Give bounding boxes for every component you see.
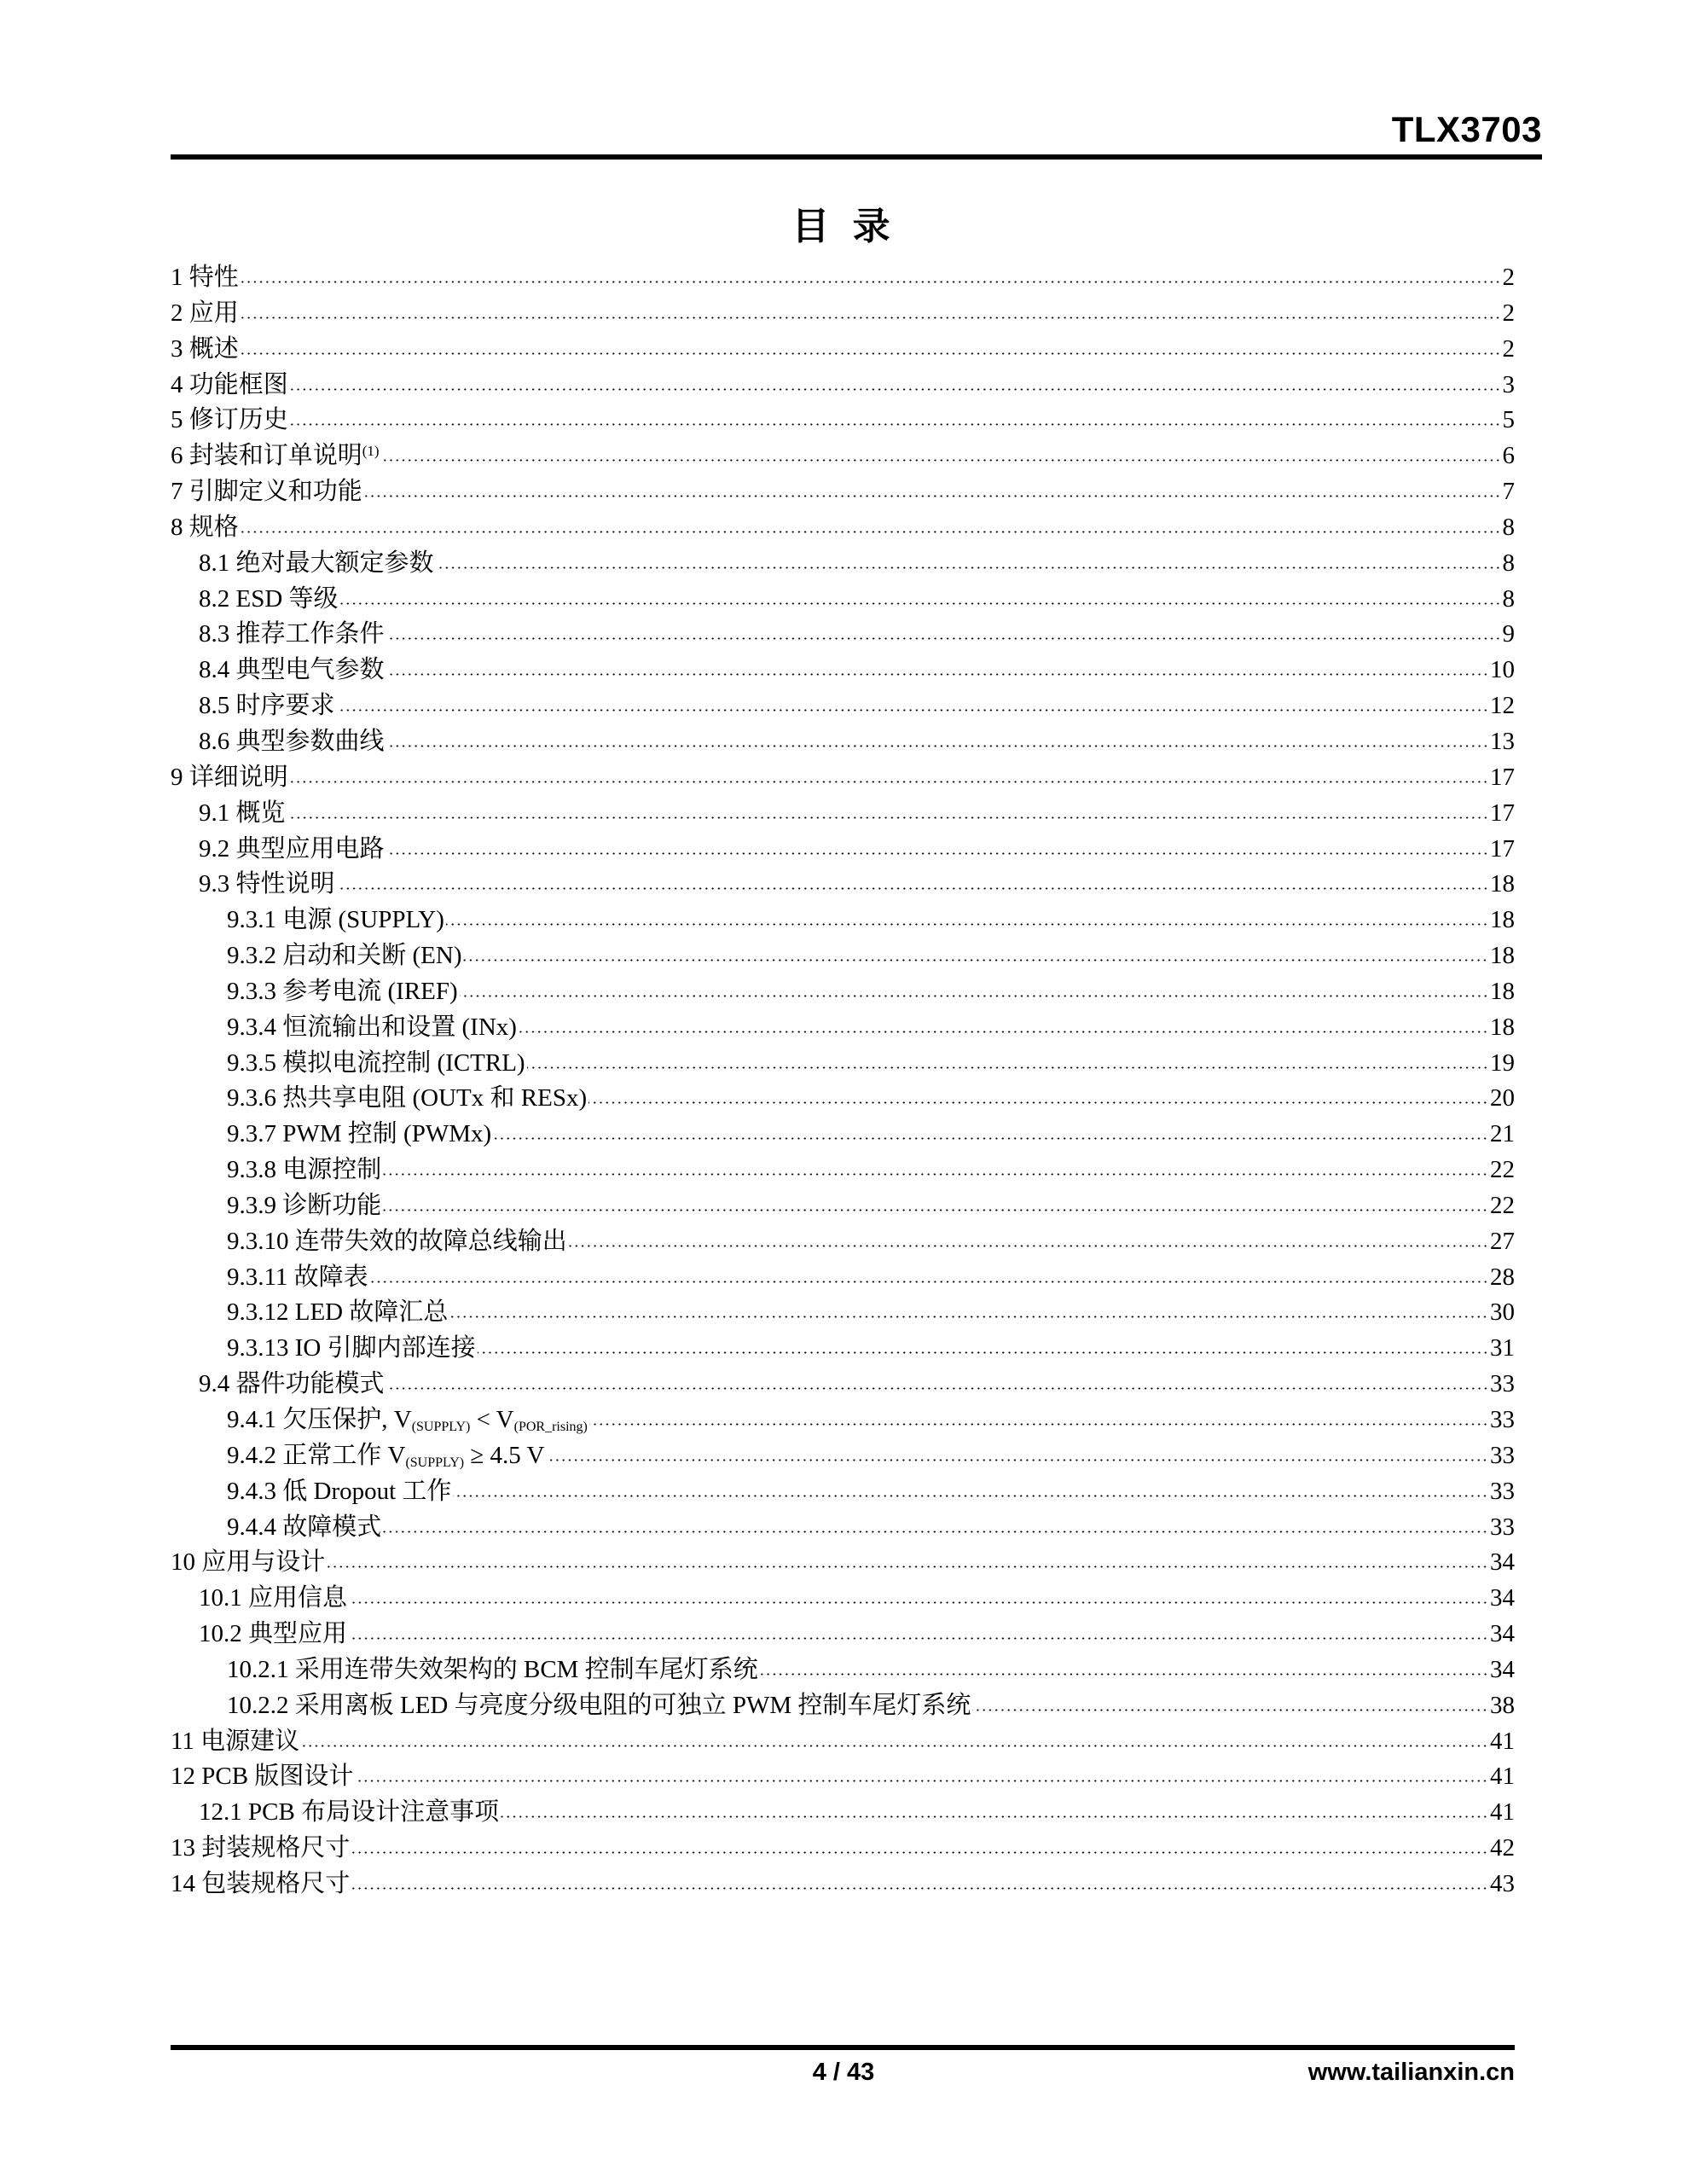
toc-entry[interactable] [171, 368, 1515, 404]
dot-leader [383, 1209, 1488, 1211]
footer-divider [171, 2045, 1515, 2050]
toc-page-number: 28 [1490, 1263, 1515, 1291]
toc-entry[interactable] [171, 617, 1515, 653]
title-text: 3 概述 [171, 334, 239, 363]
dot-leader [351, 1851, 1488, 1854]
toc-entry-title [171, 1867, 350, 1902]
toc-page-number: 33 [1490, 1370, 1515, 1398]
title-text: < V [470, 1406, 514, 1433]
title-text: 9 详细说明 [171, 763, 288, 791]
toc-entry[interactable] [171, 1331, 1515, 1367]
toc-entry-title [227, 903, 444, 938]
dot-leader [349, 1637, 1488, 1640]
title-text: 6 封装和订单说明 [171, 442, 362, 470]
dot-leader [241, 531, 1501, 533]
toc-entry[interactable] [171, 1438, 1515, 1474]
dot-leader [381, 459, 1501, 462]
dot-leader [290, 423, 1501, 426]
toc-entry-title [171, 439, 380, 474]
title-text: 9.3 特性说明 [199, 870, 335, 898]
toc-entry-title [199, 1617, 347, 1653]
toc-page-number: 30 [1490, 1298, 1515, 1327]
toc-entry-title [199, 1795, 499, 1831]
toc-page-number: 33 [1490, 1441, 1515, 1469]
dot-leader [493, 1137, 1488, 1140]
title-text: 10 应用与设计 [171, 1548, 326, 1577]
dot-leader [337, 709, 1488, 712]
toc-entry[interactable] [171, 1831, 1515, 1867]
toc-entry-title [227, 1010, 517, 1046]
dot-leader [460, 995, 1488, 997]
toc-entry-title [199, 1581, 347, 1617]
toc-page-number: 33 [1490, 1477, 1515, 1505]
toc-entry[interactable] [171, 903, 1515, 938]
toc-entry[interactable] [171, 1081, 1515, 1117]
toc-page-number: 34 [1490, 1655, 1515, 1683]
dot-leader [453, 1495, 1488, 1497]
toc-entry-title [171, 260, 239, 296]
toc-entry[interactable] [171, 1510, 1515, 1546]
toc-page-number: 3 [1502, 370, 1515, 398]
title-text: 5 修订历史 [171, 406, 288, 434]
title-text: 9.3.5 模拟电流控制 (ICTRL) [227, 1048, 525, 1077]
toc-entry[interactable] [171, 1545, 1515, 1581]
title-text: 9.2 典型应用电路 [199, 834, 385, 863]
toc-page-number: 17 [1490, 834, 1515, 863]
toc-entry[interactable] [171, 938, 1515, 974]
toc-entry-title [227, 974, 458, 1010]
title-text: 12.1 PCB 布局设计注意事项 [199, 1798, 500, 1827]
dot-leader [351, 1887, 1488, 1890]
toc-entry[interactable] [171, 1688, 1515, 1724]
toc-entry[interactable] [171, 582, 1515, 618]
toc-page-number: 38 [1490, 1691, 1515, 1719]
toc-entry-title [199, 653, 385, 688]
toc-entry[interactable] [171, 1010, 1515, 1046]
toc-entry-title [199, 1367, 385, 1403]
dot-leader [569, 1245, 1488, 1247]
title-text: 4 功能框图 [171, 370, 288, 398]
toc-entry-title [171, 332, 239, 368]
title-text: 9.3.8 电源控制 [227, 1156, 382, 1184]
dot-leader [386, 637, 1501, 640]
title-text: 9.4 器件功能模式 [199, 1370, 385, 1398]
dot-leader [290, 388, 1501, 391]
toc-page-number: 18 [1490, 1013, 1515, 1041]
dot-leader [301, 1745, 1488, 1747]
toc-entry-title [199, 724, 385, 760]
dot-leader [370, 1281, 1488, 1283]
table-of-contents [171, 260, 1515, 1902]
toc-entry[interactable] [171, 1188, 1515, 1224]
toc-page-number: 8 [1502, 549, 1515, 577]
title-text: 9.4.2 正常工作 V [227, 1441, 406, 1469]
dot-leader [355, 1780, 1488, 1782]
toc-page-number: 22 [1490, 1156, 1515, 1184]
toc-entry[interactable] [171, 796, 1515, 832]
dot-leader [287, 816, 1488, 819]
dot-leader [546, 1459, 1488, 1461]
toc-entry[interactable] [171, 1474, 1515, 1510]
title-text: 9.3.9 诊断功能 [227, 1191, 382, 1219]
toc-entry[interactable] [171, 1795, 1515, 1831]
toc-page-number: 41 [1490, 1727, 1515, 1755]
toc-page-number: 17 [1490, 799, 1515, 827]
toc-page-number: 34 [1490, 1620, 1515, 1648]
toc-entry[interactable] [171, 546, 1515, 582]
toc-heading: 目 录 [791, 205, 896, 248]
toc-entry[interactable] [171, 1367, 1515, 1403]
toc-entry-title [227, 1653, 758, 1688]
title-text: 11 电源建议 [171, 1727, 300, 1755]
toc-entry-title [171, 368, 288, 404]
toc-entry-title [171, 1831, 350, 1867]
toc-page-number: 21 [1490, 1120, 1515, 1148]
toc-entry-title [227, 1081, 587, 1117]
toc-entry[interactable] [171, 974, 1515, 1010]
toc-entry[interactable] [171, 510, 1515, 546]
toc-entry[interactable] [171, 760, 1515, 796]
toc-page-number: 17 [1490, 763, 1515, 791]
title-text: 8 规格 [171, 513, 239, 541]
title-text: 9.1 概览 [199, 799, 286, 827]
dot-leader [589, 1423, 1488, 1426]
toc-entry[interactable] [171, 867, 1515, 903]
title-text: 7 引脚定义和功能 [171, 478, 362, 506]
toc-entry-title [171, 1759, 353, 1795]
toc-page-number: 42 [1490, 1834, 1515, 1862]
toc-entry-title [227, 1403, 588, 1438]
subscript: (POR_rising) [513, 1420, 588, 1434]
toc-entry-title [227, 1474, 451, 1510]
title-text: 9.4.1 欠压保护, V [227, 1406, 412, 1433]
dot-leader [478, 1351, 1488, 1354]
title-text: 14 包装规格尺寸 [171, 1869, 351, 1897]
toc-entry-title [171, 296, 239, 332]
title-text: 9.3.13 IO 引脚内部连接 [227, 1334, 476, 1362]
dot-leader [527, 1066, 1488, 1069]
toc-entry-title [171, 1724, 299, 1760]
toc-entry-title [171, 474, 362, 510]
toc-entry-title [199, 582, 339, 618]
toc-entry-title [227, 1188, 381, 1224]
toc-page-number: 27 [1490, 1227, 1515, 1255]
toc-page-number: 12 [1490, 692, 1515, 720]
toc-page-number: 13 [1490, 727, 1515, 755]
title-text: 9.3.3 参考电流 (IREF) [227, 977, 458, 1005]
dot-leader [241, 281, 1501, 283]
title-text: 8.6 典型参数曲线 [199, 727, 385, 755]
toc-entry-title [171, 510, 239, 546]
toc-entry-title [227, 1224, 567, 1260]
toc-page-number: 34 [1490, 1584, 1515, 1612]
dot-leader [446, 923, 1488, 926]
title-text: 9.4.3 低 Dropout 工作 [227, 1477, 452, 1505]
title-text: 8.5 时序要求 [199, 692, 335, 720]
website-url: www.tailianxin.cn [1307, 2059, 1515, 2086]
superscript: (1) [362, 443, 380, 460]
toc-page-number: 19 [1490, 1048, 1515, 1077]
dot-leader [349, 1601, 1488, 1604]
toc-page-number: 20 [1490, 1084, 1515, 1112]
toc-entry-title [199, 832, 385, 868]
title-text: 12 PCB 版图设计 [171, 1763, 354, 1791]
toc-entry[interactable] [171, 1653, 1515, 1688]
dot-leader [519, 1031, 1488, 1033]
page-number: 4 / 43 [812, 2059, 875, 2086]
dot-leader [436, 566, 1501, 569]
title-text: 8.2 ESD 等级 [199, 584, 339, 613]
title-text: 10.1 应用信息 [199, 1584, 348, 1612]
toc-page-number: 2 [1502, 334, 1515, 363]
toc-entry[interactable] [171, 260, 1515, 296]
document-title: TLX3703 [1391, 109, 1542, 149]
toc-entry[interactable] [171, 724, 1515, 760]
dot-leader [463, 959, 1488, 961]
toc-entry-title [227, 1046, 525, 1082]
title-text: 13 封装规格尺寸 [171, 1834, 351, 1862]
page-header [171, 109, 1542, 160]
toc-page-number: 18 [1490, 906, 1515, 934]
subscript: (SUPPLY) [411, 1420, 471, 1434]
title-text: 8.1 绝对最大额定参数 [199, 549, 434, 577]
title-text: 9.4.4 故障模式 [227, 1513, 382, 1541]
toc-entry-title [227, 1295, 448, 1331]
dot-leader [241, 317, 1501, 319]
toc-entry[interactable] [171, 1117, 1515, 1153]
dot-leader [383, 1531, 1488, 1533]
toc-entry-title [199, 796, 286, 832]
header-divider [171, 154, 1542, 160]
title-text: 9.3.4 恒流输出和设置 (INx) [227, 1013, 517, 1041]
toc-page-number: 41 [1490, 1763, 1515, 1791]
toc-entry[interactable] [171, 1403, 1515, 1438]
dot-leader [337, 887, 1488, 890]
toc-entry-title [227, 1331, 476, 1367]
toc-entry-title [199, 546, 434, 582]
toc-entry[interactable] [171, 1295, 1515, 1331]
dot-leader [364, 495, 1501, 497]
toc-entry-title [227, 1117, 491, 1153]
title-text: ≥ 4.5 V [464, 1441, 545, 1469]
title-text: 9.3.12 LED 故障汇总 [227, 1298, 449, 1327]
toc-entry[interactable] [171, 1867, 1515, 1902]
title-text: 2 应用 [171, 299, 239, 327]
subscript: (SUPPLY) [405, 1455, 465, 1470]
toc-page-number: 18 [1490, 977, 1515, 1005]
toc-entry-title [227, 938, 461, 974]
toc-page-number: 31 [1490, 1334, 1515, 1362]
title-text: 8.4 典型电气参数 [199, 656, 385, 684]
dot-leader [501, 1815, 1488, 1818]
toc-entry-title [227, 1260, 368, 1296]
dot-leader [290, 781, 1488, 783]
toc-entry-title [171, 760, 288, 796]
title-text: 9.3.2 启动和关断 (EN) [227, 942, 462, 970]
toc-entry-title [171, 1545, 325, 1581]
toc-page-number: 41 [1490, 1798, 1515, 1827]
toc-entry[interactable] [171, 332, 1515, 368]
dot-leader [760, 1673, 1488, 1676]
toc-page-number: 18 [1490, 942, 1515, 970]
toc-entry-title [227, 1438, 544, 1474]
toc-entry[interactable] [171, 1581, 1515, 1617]
toc-entry[interactable] [171, 474, 1515, 510]
toc-entry[interactable] [171, 1724, 1515, 1760]
title-text: 9.3.10 连带失效的故障总线输出 [227, 1227, 567, 1255]
toc-entry[interactable] [171, 439, 1515, 474]
dot-leader [383, 1173, 1488, 1176]
dot-leader [972, 1709, 1488, 1711]
toc-entry-title [171, 403, 288, 439]
toc-entry-title [199, 867, 335, 903]
toc-page-number: 8 [1502, 513, 1515, 541]
toc-page-number: 8 [1502, 584, 1515, 613]
dot-leader [386, 745, 1488, 747]
toc-entry-title [199, 688, 335, 724]
toc-entry[interactable] [171, 688, 1515, 724]
toc-entry[interactable] [171, 832, 1515, 868]
toc-page-number: 6 [1502, 442, 1515, 470]
title-text: 8.3 推荐工作条件 [199, 620, 385, 648]
toc-page-number: 7 [1502, 478, 1515, 506]
title-text: 10.2.2 采用离板 LED 与亮度分级电阻的可独立 PWM 控制车尾灯系统 [227, 1691, 971, 1719]
toc-entry[interactable] [171, 1046, 1515, 1082]
dot-leader [327, 1565, 1488, 1568]
toc-page-number: 2 [1502, 264, 1515, 291]
toc-entry[interactable] [171, 403, 1515, 439]
toc-entry-title [227, 1510, 381, 1546]
toc-page-number: 5 [1502, 406, 1515, 434]
title-text: 9.3.11 故障表 [227, 1263, 368, 1291]
title-text: 10.2 典型应用 [199, 1620, 348, 1648]
toc-entry[interactable] [171, 296, 1515, 332]
dot-leader [588, 1101, 1488, 1104]
toc-page-number: 33 [1490, 1513, 1515, 1541]
dot-leader [449, 1316, 1488, 1318]
toc-entry[interactable] [171, 1617, 1515, 1653]
toc-page-number: 43 [1490, 1869, 1515, 1897]
toc-page-number: 10 [1490, 656, 1515, 684]
toc-entry[interactable] [171, 1260, 1515, 1296]
title-text: 9.3.6 热共享电阻 (OUTx 和 RESx) [227, 1084, 588, 1112]
toc-page-number: 22 [1490, 1191, 1515, 1219]
toc-entry[interactable] [171, 1224, 1515, 1260]
title-text: 1 特性 [171, 264, 239, 291]
dot-leader [386, 1387, 1488, 1390]
title-text: 9.3.1 电源 (SUPPLY) [227, 906, 444, 934]
toc-page-number: 2 [1502, 299, 1515, 327]
dot-leader [340, 602, 1501, 605]
toc-page-number: 9 [1502, 620, 1515, 648]
title-text: 9.3.7 PWM 控制 (PWMx) [227, 1120, 492, 1148]
title-text: 10.2.1 采用连带失效架构的 BCM 控制车尾灯系统 [227, 1655, 758, 1683]
toc-page-number: 18 [1490, 870, 1515, 898]
toc-page-number: 34 [1490, 1548, 1515, 1577]
toc-entry-title [199, 617, 385, 653]
dot-leader [386, 852, 1488, 855]
dot-leader [241, 352, 1501, 355]
toc-entry[interactable] [171, 1153, 1515, 1188]
toc-entry-title [227, 1688, 971, 1724]
toc-entry[interactable] [171, 653, 1515, 688]
toc-entry-title [227, 1153, 381, 1188]
toc-entry[interactable] [171, 1759, 1515, 1795]
toc-page-number: 33 [1490, 1406, 1515, 1433]
dot-leader [386, 673, 1488, 676]
